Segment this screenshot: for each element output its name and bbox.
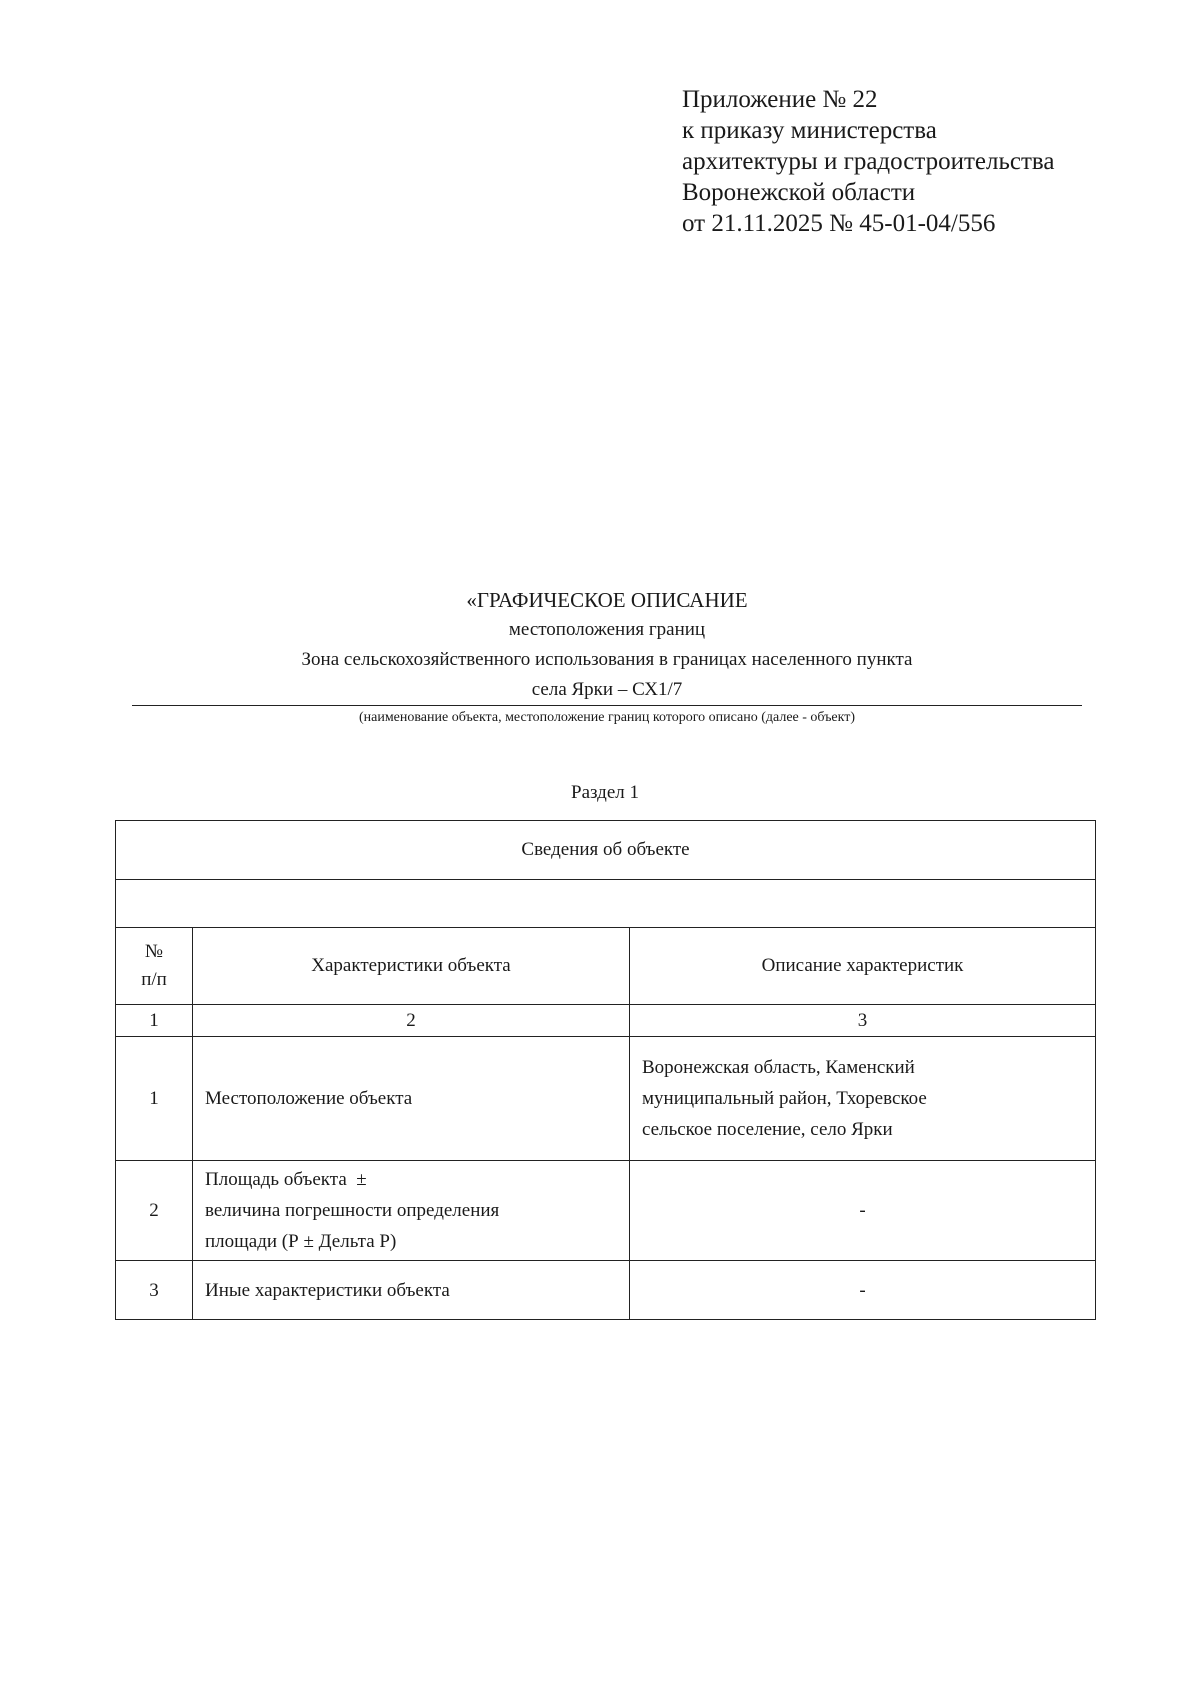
header-num-cell xyxy=(116,928,193,1005)
document-subtitle: местоположения границ xyxy=(508,619,706,640)
row-number: 2 xyxy=(116,1161,193,1261)
row-characteristic xyxy=(193,1161,630,1261)
table-column-numbers-row xyxy=(116,1005,1096,1037)
appendix-number: Приложение № 22 xyxy=(682,86,878,113)
table-info-header-row xyxy=(116,821,1096,880)
description-line: сельское поселение, село Ярки xyxy=(642,1119,893,1140)
appendix-order-date: от 21.11.2025 № 45-01-04/556 xyxy=(682,210,996,237)
row-characteristic: Иные характеристики объекта xyxy=(193,1261,630,1320)
row-description xyxy=(630,1037,1096,1161)
description-line: муниципальный район, Тхоревское xyxy=(642,1088,927,1109)
object-info-table xyxy=(115,820,1096,1320)
object-name: Зона сельскохозяйственного использования в границах населенного пункта xyxy=(301,649,913,670)
appendix-order-ref: к приказу министерства xyxy=(682,117,937,144)
header-description: Описание характеристик xyxy=(630,928,1096,1005)
table-column-header-row xyxy=(116,928,1096,1005)
appendix-header xyxy=(682,84,1054,239)
row-number: 3 xyxy=(116,1261,193,1320)
characteristic-line: площади (Р ± Дельта Р) xyxy=(205,1231,397,1252)
column-number-2: 2 xyxy=(193,1005,630,1037)
header-num-sign: № xyxy=(144,941,164,962)
row-description: - xyxy=(630,1261,1096,1320)
title-caption: (наименование объекта, местоположение границ которого описано (далее - объект) xyxy=(358,710,856,725)
table-row xyxy=(116,1161,1096,1261)
row-description: - xyxy=(630,1161,1096,1261)
section-heading: Раздел 1 xyxy=(571,782,639,803)
header-characteristics: Характеристики объекта xyxy=(193,928,630,1005)
title-underline xyxy=(132,705,1082,706)
characteristic-line: Площадь объекта ± xyxy=(205,1169,367,1190)
document-title: «ГРАФИЧЕСКОЕ ОПИСАНИЕ xyxy=(466,588,748,612)
table-row xyxy=(116,1037,1096,1161)
appendix-ministry: архитектуры и градостроительства xyxy=(682,148,1055,175)
header-num-pp: п/п xyxy=(141,969,167,990)
document-title-block xyxy=(132,585,1082,728)
row-characteristic: Местоположение объекта xyxy=(193,1037,630,1161)
column-number-1: 1 xyxy=(116,1005,193,1037)
object-code: села Ярки – СХ1/7 xyxy=(531,679,683,700)
table-empty-row xyxy=(116,880,1096,928)
table-info-header: Сведения об объекте xyxy=(116,821,1096,880)
appendix-region: Воронежской области xyxy=(682,179,916,206)
description-line: Воронежская область, Каменский xyxy=(642,1057,915,1078)
table-row xyxy=(116,1261,1096,1320)
row-number: 1 xyxy=(116,1037,193,1161)
column-number-3: 3 xyxy=(630,1005,1096,1037)
characteristic-line: величина погрешности определения xyxy=(205,1200,500,1221)
table-empty-cell xyxy=(116,880,1096,928)
